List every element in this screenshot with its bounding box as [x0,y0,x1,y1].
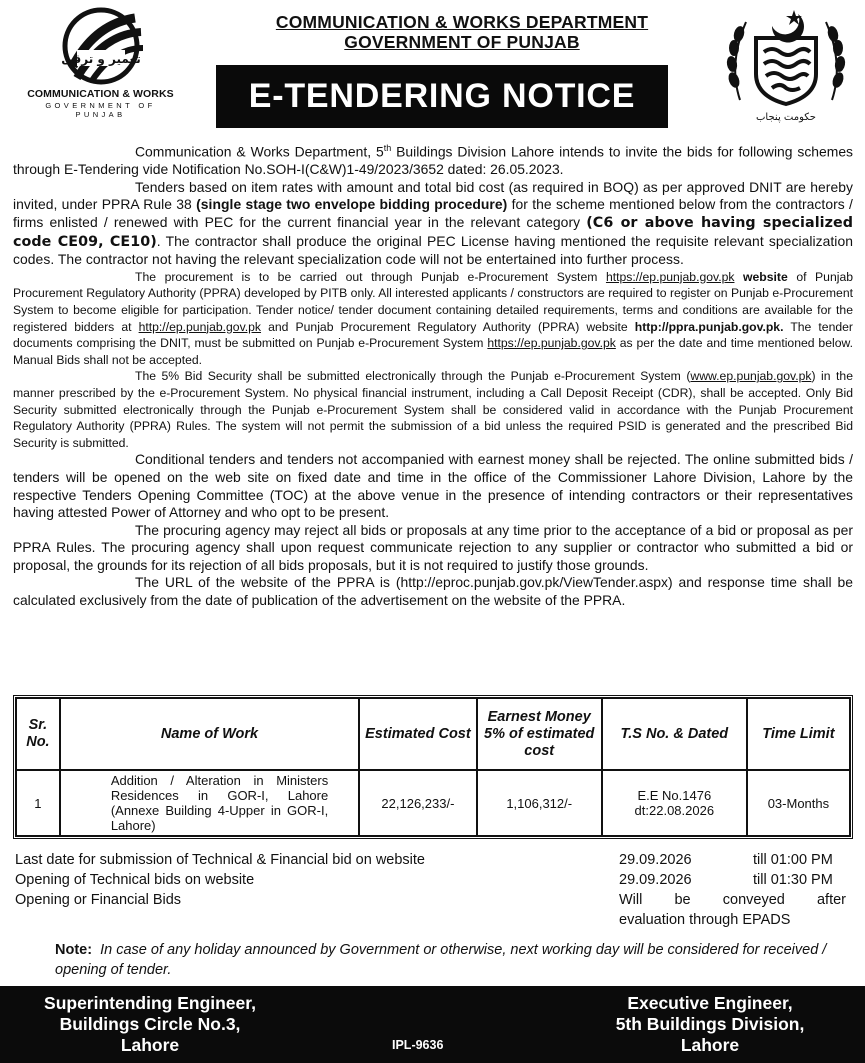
schedule-row-financial-2 [15,910,850,930]
cell-ts-line1: E.E No.1476 [637,788,712,803]
punjab-emblem-icon [722,4,850,124]
ppra-punjab-link[interactable]: http://ppra.punjab.gov.pk. [634,319,784,334]
technical-label: Opening of Technical bids on website [15,872,255,888]
superintending-engineer-signature [0,993,300,1056]
financial-value-line2: evaluation through EPADS [619,912,791,928]
cw-logo [18,6,183,119]
right-sig-line1: Executive Engineer, [627,993,793,1013]
paragraph-6: The procuring agency may reject all bids or proposals at any time prior to the acceptance of a bid or proposal as per PPRA Rules. The procuring agency shall upon request communicate rejection to any supplier or contractor who submitted a bid or proposal, the grounds for its rejection of all bids proposals, but it is not required to justify those grounds. [13,521,853,573]
holiday-note [55,940,840,980]
cell-earnest: 1,106,312/- [477,770,602,836]
tender-table [13,695,853,839]
punjab-urdu-text: حکومت پنجاب [756,112,816,123]
department-title [212,12,712,52]
note-label: Note: [55,942,93,958]
signature-footer [0,986,865,1063]
paragraph-3-d: and Punjab Procurement Regulatory Authority (PPRA) website [261,319,635,334]
executive-engineer-signature [560,993,860,1056]
cell-work: Addition / Alteration in Ministers Residences in GOR-I, Lahore (Annexe Building 4-Upper in GOR-I, Lahore) [60,770,359,836]
paragraph-4 [13,368,853,451]
left-sig-line2: Buildings Circle No.3, [59,1014,241,1034]
right-sig-line3: Lahore [680,1035,740,1055]
paragraph-4-a: The 5% Bid Security shall be submitted electronically through the Punjab e-Procurement System ( [135,369,691,384]
note-text: In case of any holiday announced by Government or otherwise, next working day will be considered for received / opening of tender. [55,942,827,978]
urdu-logo-text: تعمیر و ترقی [60,52,141,66]
technical-time: till 01:30 PM [753,872,833,888]
header-estimated-cost: Estimated Cost [359,698,476,770]
paragraph-2-c: for the scheme mentioned below from the contractors / firms enlisted / renewed with PEC for the current financial year in the relevant category [13,196,853,230]
paragraph-1 [13,140,853,179]
paragraph-3-c: of Punjab Procurement Regulatory Authority (PPRA) developed by PITB only. All interested applicants / constructors are required to register on Punjab e-Procurement System to become eligible for participation. Tender notice/ tender document containing detailed requirements, terms and conditions are available for the registered bidders at [13,269,854,334]
paragraph-3-e: The tender documents comprising the DNIT, must be submitted on Punjab e-Procurement System [13,319,853,351]
ep-punjab-link-3[interactable]: https://ep.punjab.gov.pk [487,336,616,351]
header-sr-no: Sr. No. [16,698,60,770]
submission-label: Last date for submission of Technical & Financial bid on website [15,852,425,868]
table-header-row [16,698,850,770]
department-title-line2: GOVERNMENT OF PUNJAB [344,32,580,52]
ep-punjab-link-4[interactable]: www.ep.punjab.gov.pk [690,369,812,384]
paragraph-2 [13,179,853,269]
schedule-row-submission [15,850,850,870]
submission-time: till 01:00 PM [753,852,833,868]
banner-title: E-TENDERING NOTICE [248,77,636,115]
paragraph-3 [13,269,853,369]
header-ts-no: T.S No. & Dated [602,698,747,770]
punjab-emblem [722,4,850,124]
left-sig-line1: Superintending Engineer, [44,993,256,1013]
paragraph-2-e: . The contractor shall produce the original PEC License having mentioned the requisite relevant specialization codes. The contractor not having the relevant specialization code will not be entertained into further process. [13,232,853,268]
paragraph-7: The URL of the website of the PPRA is (http://eproc.punjab.gov.pk/ViewTender.aspx) and response time shall be calculated exclusively from the date of publication of the advertisement on the website of the PPRA. [13,574,853,609]
schedule-row-financial [15,890,850,910]
ep-punjab-link-2[interactable]: http://ep.punjab.gov.pk [138,319,262,334]
paragraph-5: Conditional tenders and tenders not accompanied with earnest money shall be rejected. The online submitted bids / tenders will be opened on the web site on fixed date and time in the office of the Commissioner Lahore Division, Lahore by the respective Tenders Opening Committee (TOC) at the above venue in the presence of intending contractors or their representatives having attested Power of Attorney and who opt to be present. [13,451,853,521]
left-sig-line3: Lahore [120,1035,180,1055]
header-time-limit: Time Limit [747,698,850,770]
ep-punjab-link-1[interactable]: https://ep.punjab.gov.pk [605,269,735,284]
right-sig-line2: 5th Buildings Division, [615,1014,805,1034]
financial-label: Opening or Financial Bids [15,892,182,908]
cell-sr: 1 [16,770,60,836]
paragraph-2-a: Tenders based on item rates with amount and total bid cost (as required in BOQ) as per approved DNIT are hereby invited, under PPRA Rule 38 [13,178,853,213]
logo-org-name: COMMUNICATION & WORKS [27,88,174,100]
cell-cost: 22,126,233/- [359,770,476,836]
cw-emblem-icon [55,6,147,86]
paragraph-1-b: Buildings Division Lahore intends to invite the bids for following schemes through E-Tendering vide Notification No.SOH-I(C&W)1-49/2023/3652 dated: 26.05.2023. [13,143,853,178]
logo-org-gov: GOVERNMENT OF PUNJAB [45,101,156,119]
paragraph-2-bold-procedure: (single stage two envelope bidding procedure) [196,196,508,213]
cell-ts [602,770,747,836]
notice-body [13,140,853,610]
paragraph-2-bold-category: (C6 or above having specialized code CE09, CE10) [13,215,853,250]
financial-value-line1: Will be conveyed after [619,892,846,908]
cell-time: 03-Months [747,770,850,836]
paragraph-1-sup: th [383,143,392,153]
submission-date: 29.09.2026 [619,852,692,868]
paragraph-3-f: as per the date and time mentioned below. Manual Bids shall not be accepted. [13,336,853,367]
paragraph-3-website: website [734,269,788,284]
e-tendering-banner [216,65,668,128]
table-row [16,770,850,836]
schedule-row-technical [15,870,850,890]
ipl-number: IPL-9636 [392,1038,444,1052]
header-earnest-money: Earnest Money 5% of estimated cost [477,698,602,770]
schedule [15,850,850,930]
paragraph-1-a: Communication & Works Department, 5 [135,143,384,160]
paragraph-4-b: ) in the manner prescribed by the e-Procurement System. No physical financial instrument, including a Call Deposit Receipt (CDR), shall be accepted. Only Bid Security submitted electronically through the Punjab e-Procurement System shall be considered valid in accordance with the Punjab Procurement Regulatory Authority (PPRA) Rules. The system will not permit the submission of a bid unless the required PSID is generated and the prescribed Bid Security is submitted. [13,369,853,450]
technical-date: 29.09.2026 [619,872,692,888]
header-name-of-work: Name of Work [60,698,359,770]
department-title-line1: COMMUNICATION & WORKS DEPARTMENT [275,12,649,32]
cell-ts-line2: dt:22.08.2026 [634,803,715,818]
paragraph-3-a: The procurement is to be carried out through Punjab e-Procurement System [135,269,606,284]
